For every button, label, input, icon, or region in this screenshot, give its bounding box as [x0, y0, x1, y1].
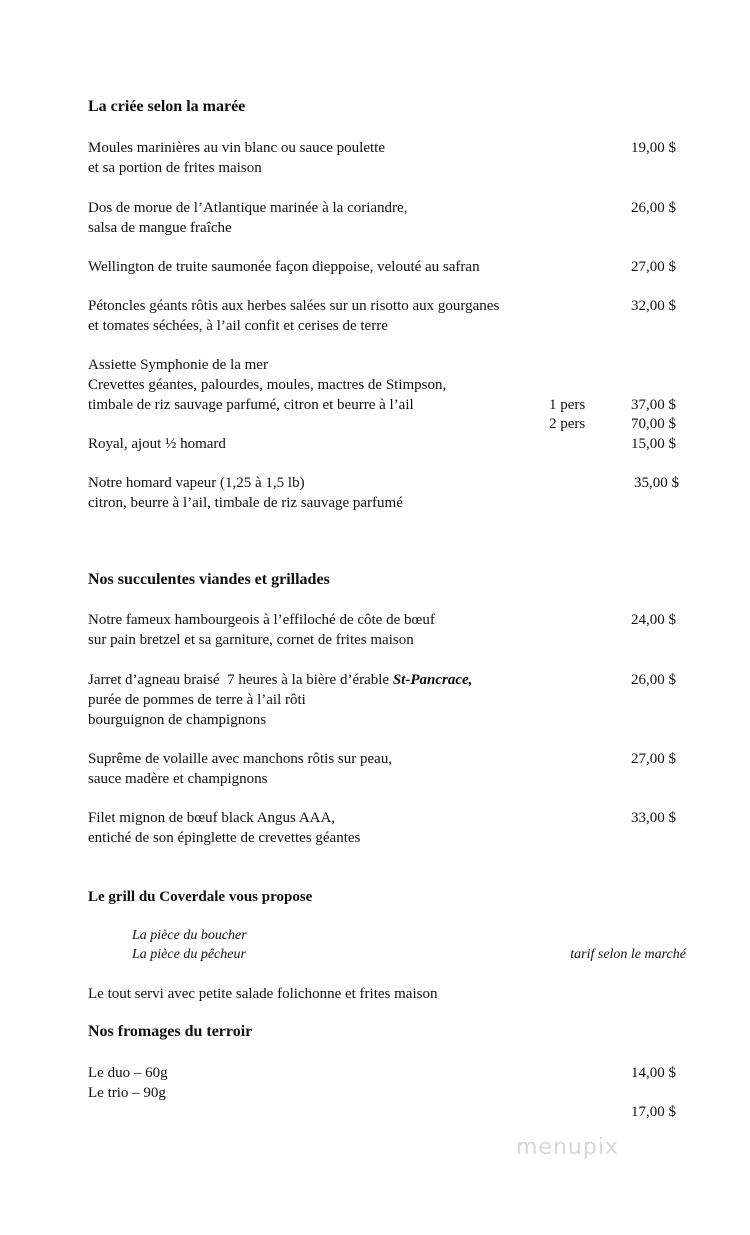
- menu-item-moules-price: 19,00 $: [631, 140, 676, 156]
- menu-item-volaille-line2: sauce madère et champignons: [88, 771, 268, 787]
- menu-item-wellington-line1: Wellington de truite saumonée façon dieppoise, velouté au safran: [88, 259, 480, 275]
- menu-item-homard-price: 35,00 $: [634, 475, 679, 491]
- menu-item-jarret-line1: [88, 670, 472, 690]
- menu-item-jarret-line2: purée de pommes de terre à l’ail rôti: [88, 692, 306, 708]
- menu-item-morue-line1: Dos de morue de l’Atlantique marinée à la coriandre,: [88, 200, 408, 216]
- menu-item-jarret-brand: St-Pancrace,: [392, 672, 473, 688]
- menu-item-moules-line2: et sa portion de frites maison: [88, 160, 262, 176]
- menu-item-jarret-line1-text: Jarret d’agneau braisé 7 heures à la bière d’érable: [88, 672, 393, 688]
- grill-price-note: tarif selon le marché: [570, 947, 686, 962]
- menu-item-petoncles-line1: Pétoncles géants rôtis aux herbes salées sur un risotto aux gourganes: [88, 298, 500, 314]
- menu-item-symphonie-line1: Assiette Symphonie de la mer: [88, 357, 268, 373]
- menu-item-petoncles-line2: et tomates séchées, à l’ail confit et cerises de terre: [88, 318, 388, 334]
- grill-note: Le tout servi avec petite salade folichonne et frites maison: [88, 986, 438, 1002]
- menu-item-morue-line2: salsa de mangue fraîche: [88, 220, 232, 236]
- symphonie-price-2: 70,00 $: [631, 416, 676, 432]
- menu-item-hambourgeois-price: 24,00 $: [631, 612, 676, 628]
- cheese-duo-price: 14,00 $: [631, 1065, 676, 1081]
- symphonie-royal: Royal, ajout ½ homard: [88, 436, 226, 452]
- cheese-trio: Le trio – 90g: [88, 1085, 166, 1101]
- cheese-trio-price: 17,00 $: [631, 1104, 676, 1120]
- menu-item-volaille-price: 27,00 $: [631, 751, 676, 767]
- section-title-cheese: Nos fromages du terroir: [88, 1023, 253, 1040]
- section-title-seafood: La criée selon la marée: [88, 98, 246, 115]
- menu-item-volaille-line1: Suprême de volaille avec manchons rôtis sur peau,: [88, 751, 393, 767]
- menu-item-wellington-price: 27,00 $: [631, 259, 676, 275]
- menu-item-morue-price: 26,00 $: [631, 200, 676, 216]
- section-title-meats: Nos succulentes viandes et grillades: [88, 571, 330, 588]
- menu-item-symphonie-line2: Crevettes géantes, palourdes, moules, mactres de Stimpson,: [88, 377, 447, 393]
- symphonie-portion-1: 1 pers: [549, 397, 586, 413]
- grill-option-pecheur: La pièce du pêcheur: [132, 947, 246, 962]
- menu-item-jarret-line3: bourguignon de champignons: [88, 712, 267, 728]
- menu-item-filet-line1: Filet mignon de bœuf black Angus AAA,: [88, 810, 336, 826]
- menu-item-hambourgeois-line2: sur pain bretzel et sa garniture, cornet de frites maison: [88, 632, 414, 648]
- menu-item-filet-line2: entiché de son épinglette de crevettes géantes: [88, 830, 361, 846]
- menu-item-symphonie-line3: timbale de riz sauvage parfumé, citron et beurre à l’ail: [88, 397, 414, 413]
- menu-item-petoncles-price: 32,00 $: [631, 298, 676, 314]
- menupix-watermark: menupix: [516, 1135, 619, 1160]
- symphonie-royal-price: 15,00 $: [631, 436, 676, 452]
- symphonie-price-1: 37,00 $: [631, 397, 676, 413]
- menu-item-moules-line1: Moules marinières au vin blanc ou sauce poulette: [88, 140, 385, 156]
- grill-option-boucher: La pièce du boucher: [132, 928, 247, 943]
- cheese-duo: Le duo – 60g: [88, 1065, 168, 1081]
- menu-item-hambourgeois-line1: Notre fameux hambourgeois à l’effiloché de côte de bœuf: [88, 612, 435, 628]
- section-title-grill: Le grill du Coverdale vous propose: [88, 889, 313, 905]
- menu-item-filet-price: 33,00 $: [631, 810, 676, 826]
- menu-item-homard-line1: Notre homard vapeur (1,25 à 1,5 lb): [88, 475, 305, 491]
- menu-item-jarret-price: 26,00 $: [631, 672, 676, 688]
- menu-item-homard-line2: citron, beurre à l’ail, timbale de riz sauvage parfumé: [88, 495, 403, 511]
- symphonie-portion-2: 2 pers: [549, 416, 586, 432]
